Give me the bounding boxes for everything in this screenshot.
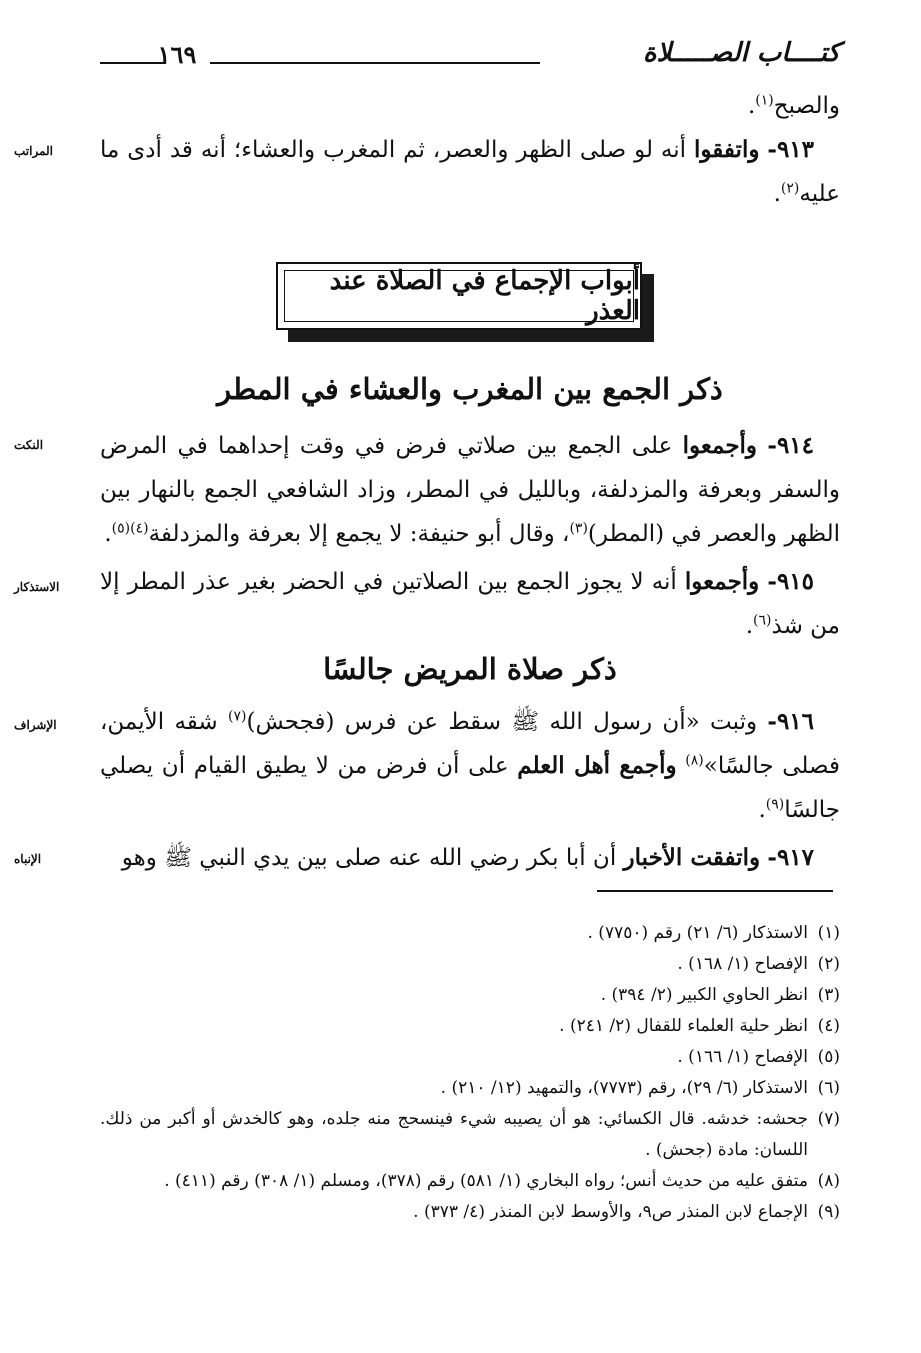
- margin-note: الإنباه: [14, 852, 42, 866]
- footnote-divider: [597, 890, 833, 892]
- footnote: (٧) جحشه: خدشه. قال الكسائي: هو أن يصيبه شيء فينسحج منه جلده، وهو كالخدش أو أكبر من ذلك. اللسان: مادة (جحش) .: [100, 1109, 840, 1160]
- section-heading: ذكر الجمع بين المغرب والعشاء في المطر: [217, 372, 723, 406]
- paragraph-917: ٩١٧- واتفقت الأخبار أن أبا بكر رضي الله عنه صلى بين يدي النبي ﷺ وهو: [121, 844, 814, 871]
- paragraph-914: ٩١٤- وأجمعوا على الجمع بين صلاتي فرض في وقت إحداهما في المرض والسفر وبعرفة والمزدلفة، وبالليل في المطر، وزاد الشافعي الجمع بالنهار بين الظهر والعصر في (المطر)$^{(٣)}$، وقال أبو حنيفة: لا يجمع إلا بعرفة والمزدلفة$^{(٤)(٥)}$.: [100, 432, 840, 547]
- margin-note: النكت: [14, 438, 44, 452]
- margin-note: المراتب: [14, 144, 54, 158]
- paragraph-916: ٩١٦- وثبت «أن رسول الله ﷺ سقط عن فرس (فجحش)$^{(٧)}$ شقه الأيمن، فصلى جالسًا»$^{(٨)}$ وأجمع أهل العلم على أن فرض من لا يطيق القيام أن يصلي جالسًا$^{(٩)}$.: [100, 708, 840, 823]
- chapter-title: أبواب الإجماع في الصلاة عند العذر: [276, 262, 642, 330]
- book-title: كتــــاب الصـــــلاة: [642, 38, 840, 68]
- section-heading: ذكر صلاة المريض جالسًا: [323, 652, 617, 686]
- footnote: (٤) انظر حلية العلماء للقفال (٢/ ٢٤١) .: [559, 1016, 840, 1036]
- margin-note: الإشراف: [14, 718, 57, 732]
- header-rule-left: [100, 62, 166, 64]
- footnote: (٨) متفق عليه من حديث أنس؛ رواه البخاري (١/ ٥٨١) رقم (٣٧٨)، ومسلم (١/ ٣٠٨) رقم (٤١١) .: [164, 1171, 840, 1191]
- footnote: (٢) الإفصاح (١/ ١٦٨) .: [677, 954, 840, 974]
- footnote: (٩) الإجماع لابن المنذر ص٩، والأوسط لابن المنذر (٤/ ٣٧٣) .: [413, 1202, 840, 1222]
- chapter-heading-box: [276, 262, 654, 342]
- footnotes: [100, 918, 840, 1228]
- header-rule: [210, 62, 540, 64]
- footnote: (٦) الاستذكار (٦/ ٢٩)، رقم (٧٧٧٣)، والتمهيد (١٢/ ٢١٠) .: [440, 1078, 840, 1098]
- page-header: [100, 38, 840, 78]
- footnote: (٥) الإفصاح (١/ ١٦٦) .: [677, 1047, 840, 1067]
- section1-text: [100, 424, 840, 648]
- paragraph-913: ٩١٣- واتفقوا أنه لو صلى الظهر والعصر، ثم المغرب والعشاء؛ أنه قد أدى ما عليه$^{(٢)}$.: [100, 136, 840, 207]
- margin-note: الاستذكار: [14, 580, 60, 594]
- footnote: (٣) انظر الحاوي الكبير (٢/ ٣٩٤) .: [600, 985, 840, 1005]
- page-number: ١٦٩: [157, 40, 197, 69]
- paragraph-915: ٩١٥- وأجمعوا أنه لا يجوز الجمع بين الصلاتين في الحضر بغير عذر المطر إلا من شذ$^{(٦)}$.: [100, 568, 840, 639]
- section2-text: [100, 700, 840, 880]
- footnote: (١) الاستذكار (٦/ ٢١) رقم (٧٧٥٠) .: [587, 923, 840, 943]
- top-text-block: [100, 84, 840, 216]
- paragraph-continuation: والصبح$^{(١)}$.: [747, 92, 840, 119]
